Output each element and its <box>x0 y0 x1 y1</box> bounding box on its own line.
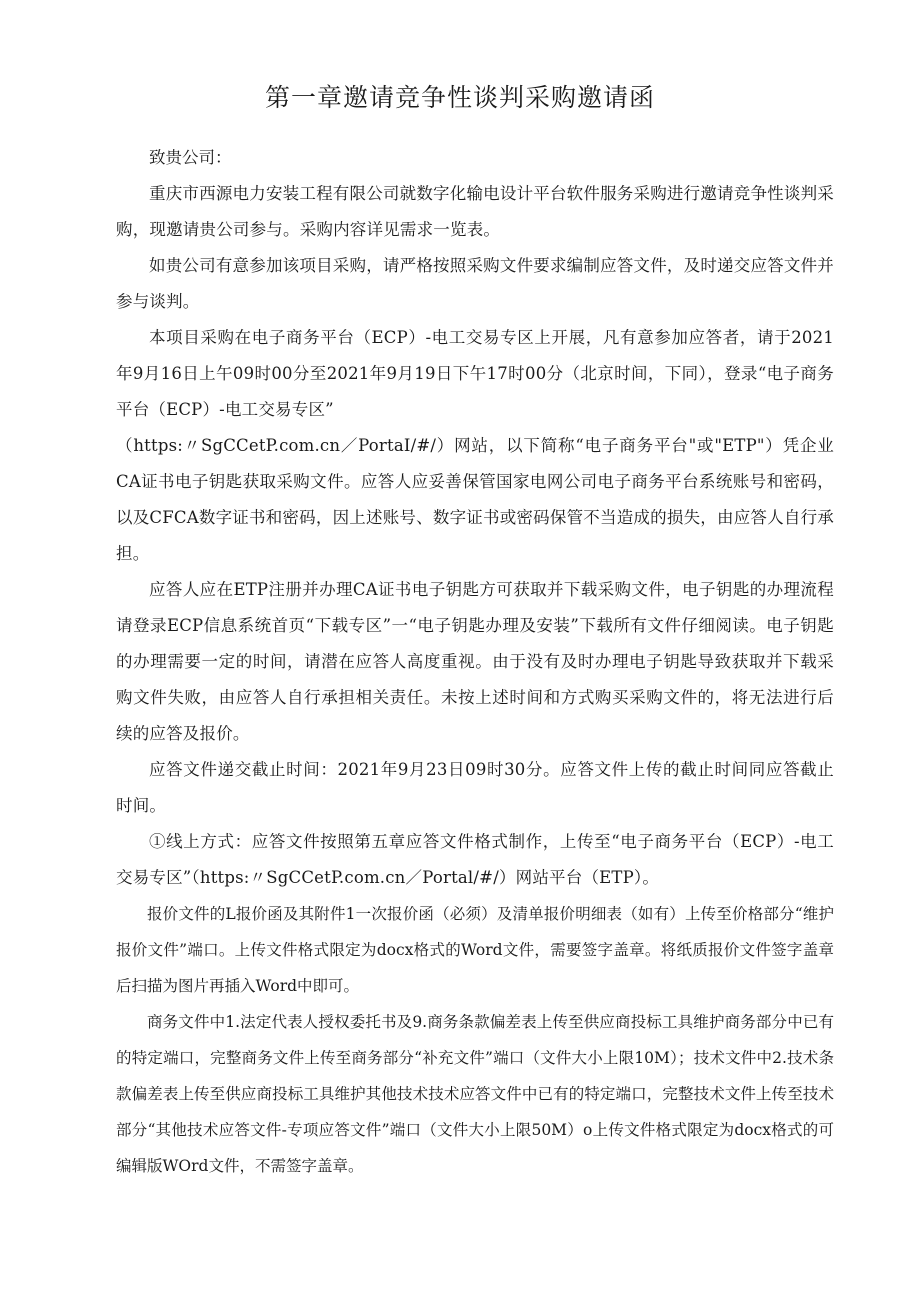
page-title: 第一章邀请竞争性谈判采购邀请函 <box>264 83 655 112</box>
paragraph-price-file: 报价文件的L报价函及其附件1一次报价函（必须）及清单报价明细表（如有）上传至价格部分“维护报价文件”端口。上传文件格式限定为docx格式的Word文件，需要签字盖章。将纸质报价文件签字盖章后扫描为图片再插入Word中即可。 <box>116 905 834 995</box>
paragraph-ca-key: 应答人应在ETP注册并办理CA证书电子钥匙方可获取并下载采购文件，电子钥匙的办理流程请登录ECP信息系统首页“下载专区”一“电子钥匙办理及安装”下载所有文件仔细阅读。电子钥匙的办理需要一定的时间，请潜在应答人高度重视。由于没有及时办理电子钥匙导致获取并下载采购文件失败，由应答人自行承担相关责任。未按上述时间和方式购买采购文件的，将无法进行后续的应答及报价。 <box>116 580 834 743</box>
paragraph-online-method: ①线上方式：应答文件按照第五章应答文件格式制作，上传至“电子商务平台（ECP）-电工交易专区”（https:〃SgCCetP.com.cn／Portal/#/）网站平台（ETP）。 <box>116 832 834 887</box>
salutation: 致贵公司： <box>149 148 232 167</box>
paragraph-business-file: 商务文件中1.法定代表人授权委托书及9.商务条款偏差表上传至供应商投标工具维护商务部分中已有的特定端口，完整商务文件上传至商务部分“补充文件”端口（文件大小上限10M）；技术文件中2.技术条款偏差表上传至供应商投标工具维护其他技术技术应答文件中已有的特定端口，完整技术文件上传至技术部分“其他技术应答文件-专项应答文件”端口（文件大小上限50M）o上传文件格式限定为docx格式的可编辑版WOrd文件，不需签字盖章。 <box>116 1013 834 1175</box>
paragraph-deadline: 应答文件递交截止时间：2021年9月23日09时30分。应答文件上传的截止时间同应答截止时间。 <box>116 760 834 815</box>
paragraph-participation: 如贵公司有意参加该项目采购，请严格按照采购文件要求编制应答文件，及时递交应答文件并参与谈判。 <box>116 256 834 311</box>
paragraph-website: （https:〃SgCCetP.com.cn／PortaI/#/）网站，以下简称“电子商务平台"或"ETP"）凭企业CA证书电子钥匙获取采购文件。应答人应妥善保管国家电网公司电子商务平台系统账号和密码，以及CFCA数字证书和密码，因上述账号、数字证书或密码保管不当造成的损失，由应答人自行承担。 <box>116 436 834 563</box>
paragraph-invitation: 重庆市西源电力安装工程有限公司就数字化输电设计平台软件服务采购进行邀请竞争性谈判采购，现邀请贵公司参与。采购内容详见需求一览表。 <box>116 184 834 239</box>
paragraph-platform: 本项目采购在电子商务平台（ECP）-电工交易专区上开展，凡有意参加应答者，请于2021年9月16日上午09时00分至2021年9月19日下午17时00分（北京时间，下同），登录“电子商务平台（ECP）-电工交易专区” <box>116 328 834 419</box>
